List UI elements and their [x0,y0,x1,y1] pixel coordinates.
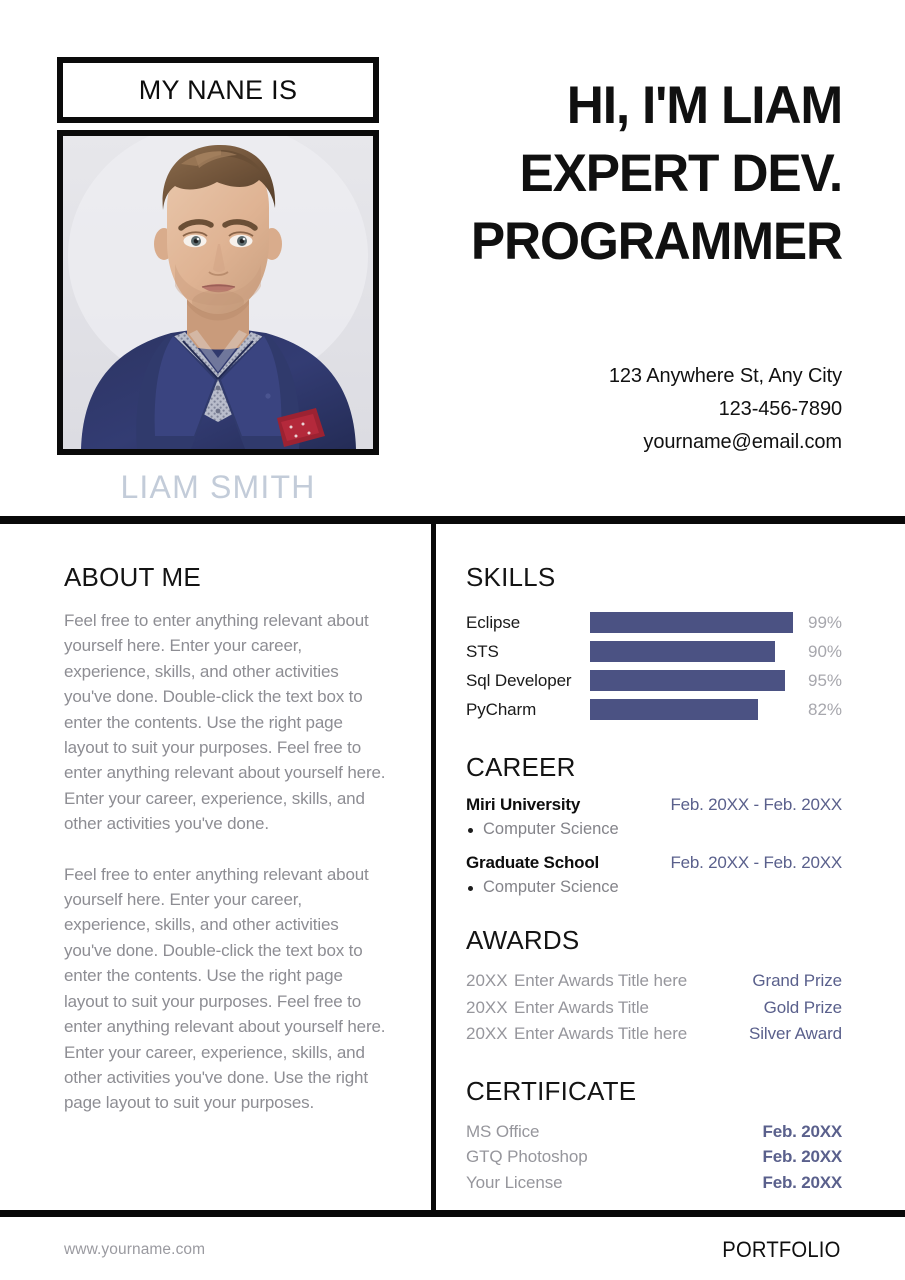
headline-line-3: PROGRAMMER [470,212,842,271]
right-column [466,562,842,1195]
skill-row [466,637,842,666]
skill-name: Eclipse [466,612,521,632]
skill-bar-track [590,641,795,662]
awards-list [466,968,842,1048]
certificate-title: CERTIFICATE [466,1075,637,1106]
award-year: 20XX [466,997,508,1017]
contact-address: 123 Anywhere St, Any City [608,365,842,387]
certificate-list [466,1119,842,1196]
skill-bar-fill [590,699,758,720]
skills-section [466,562,842,724]
award-row [466,968,842,995]
about-title: ABOUT ME [64,562,201,592]
award-row [466,1021,842,1048]
career-date: Feb. 20XX - Feb. 20XX [670,853,842,872]
footer-website[interactable]: www.yourname.com [64,1241,206,1258]
award-year: 20XX [466,971,508,990]
awards-title: AWARDS [466,925,580,955]
headline-line-2: EXPERT DEV. [519,144,842,203]
award-prize: Silver Award [749,1024,842,1043]
skill-name: Sql Developer [466,670,572,690]
certificate-section [466,1076,842,1196]
nameplate-label: MY NANE IS [138,74,298,105]
career-item [466,853,842,897]
career-title: CAREER [466,752,576,782]
career-organization: Miri University [466,795,581,814]
award-title: Enter Awards Title here [514,971,688,990]
certificate-date: Feb. 20XX [762,1172,842,1192]
career-list [466,795,842,897]
career-section [466,752,842,897]
nameplate-box [57,57,379,123]
about-paragraph-2: Feel free to enter anything relevant about yourself here. Enter your career, experience, skills, and other activities you've done. Double-click the text box to enter the contents. Use the right page layout to suit your purposes. Feel free to enter anything relevant about yourself here. Enter your career, experience, skills, and other activities you've done. Use the right page layout to suit your purposes. [64,864,386,1113]
skill-bar-track [590,612,795,633]
skill-bar-track [590,670,795,691]
career-date: Feb. 20XX - Feb. 20XX [670,795,842,814]
certificate-date: Feb. 20XX [762,1147,842,1166]
certificate-row [466,1144,842,1170]
skill-name: PyCharm [466,699,537,719]
career-item-head [466,853,842,873]
skill-bar-fill [590,612,793,633]
award-title: Enter Awards Title [514,997,649,1017]
award-prize: Grand Prize [752,971,842,990]
awards-section [466,925,842,1048]
headline [420,72,842,276]
contact-block [420,360,842,459]
skill-row [466,695,842,724]
divider-vertical [431,524,436,1210]
skill-percent: 95% [808,670,843,690]
headline-line-1: HI, I'M LIAM [566,76,842,135]
portrait-photo [57,130,379,455]
career-item-head [466,795,842,815]
career-detail: Computer Science [466,878,842,897]
skill-bar-track [590,699,795,720]
award-title: Enter Awards Title here [514,1024,688,1043]
skill-row [466,666,842,695]
skills-list [466,608,842,724]
skill-percent: 99% [808,612,843,632]
about-section [64,562,386,1116]
skill-name: STS [466,641,499,661]
contact-email: yourname@email.com [643,431,842,453]
skills-title: SKILLS [466,562,556,592]
career-detail: Computer Science [466,820,842,839]
career-organization: Graduate School [466,853,600,872]
skill-bar-fill [590,641,775,662]
footer [0,1228,905,1272]
contact-phone: 123-456-7890 [718,398,842,420]
portrait-illustration [63,136,373,449]
certificate-date: Feb. 20XX [762,1121,842,1141]
person-name: LIAM SMITH [120,469,316,505]
divider-top [0,516,905,524]
award-year: 20XX [466,1024,508,1043]
certificate-row [466,1119,842,1145]
photo-column [57,57,379,506]
skill-percent: 90% [808,641,843,661]
skill-row [466,608,842,637]
certificate-name: GTQ Photoshop [466,1147,588,1166]
award-prize: Gold Prize [763,997,842,1017]
certificate-name: Your License [466,1172,563,1192]
award-row [466,995,842,1022]
about-paragraph-1: Feel free to enter anything relevant about yourself here. Enter your career, experience, skills, and other activities you've done. Double-click the text box to enter the contents. Use the right page layout to suit your purposes. Feel free to enter anything relevant about yourself here. Enter your career, experience, skills, and other activities you've done. [64,611,386,834]
career-item [466,795,842,839]
divider-bottom [0,1210,905,1217]
header-section [0,0,905,518]
skill-bar-fill [590,670,785,691]
certificate-name: MS Office [466,1121,540,1141]
skill-percent: 82% [808,699,843,719]
footer-portfolio-label: PORTFOLIO [722,1237,841,1262]
certificate-row [466,1170,842,1196]
